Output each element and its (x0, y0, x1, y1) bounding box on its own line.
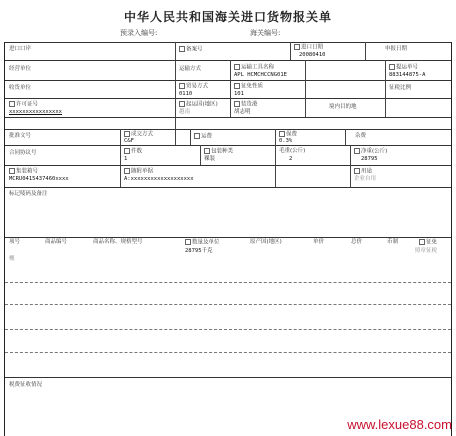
gross-weight-label: 毛重(公斤) (279, 148, 306, 154)
pre-entry-no-label: 预录入编号: (120, 29, 158, 37)
col-unit-price: 单价 (313, 239, 325, 245)
goods-table-header (5, 237, 451, 246)
checkbox-icon (179, 46, 185, 52)
transport-name-value: APL HCMCHCCNG01E (234, 72, 287, 78)
docs-value: A:xxxxxxxxxxxxxxxxxxx (124, 176, 194, 182)
marks-label: 标记唛码及备注 (9, 191, 48, 197)
usage-label: 用途 (354, 168, 372, 176)
goods-item-mark: 概 (9, 256, 15, 262)
trade-mode-label: 贸易方式 (179, 83, 208, 91)
gross-weight-value: 2 (289, 156, 293, 162)
goods-tax-mark: 照章征税 (415, 248, 438, 254)
insurance-label: 保费 (279, 131, 297, 139)
col-currency: 币制 (387, 239, 399, 245)
checkbox-icon (179, 83, 185, 89)
checkbox-icon (185, 239, 191, 245)
checkbox-icon (279, 131, 285, 137)
tax-nature-label: 征免性质 (234, 83, 263, 91)
watermark: www.lexue88.com (347, 417, 452, 432)
import-date-label: 进口日期 (294, 44, 323, 52)
col-quantity: 数量及单位 (185, 239, 220, 247)
origin-country-value: 越南 (179, 109, 191, 115)
import-date-value: 20080410 (299, 52, 326, 58)
pieces-value: 1 (124, 156, 128, 162)
checkbox-icon (294, 44, 300, 50)
customs-declaration-form (4, 42, 452, 436)
loading-port-value: 胡志明 (234, 109, 251, 115)
checkbox-icon (9, 168, 15, 174)
approval-no-label: 批准文号 (9, 133, 32, 139)
checkbox-icon (179, 101, 185, 107)
contract-no-label: 合同协议号 (9, 150, 37, 156)
customs-no-label: 海关编号: (250, 29, 281, 37)
insurance-value: 0.3% (279, 138, 293, 144)
transport-name-label: 运输工具名称 (234, 64, 274, 72)
operator-label: 经营单位 (9, 66, 32, 72)
deal-mode-value: C&F (124, 138, 134, 144)
checkbox-icon (124, 131, 130, 137)
transport-mode-label: 运输方式 (179, 66, 202, 72)
col-origin: 原产国(地区) (250, 239, 282, 245)
license-label: 许可证号 (9, 101, 38, 109)
col-tax: 征免 (419, 239, 437, 247)
package-value: 裸装 (204, 156, 216, 162)
checkbox-icon (234, 101, 240, 107)
checkbox-icon (124, 168, 130, 174)
loading-port-label: 装货港 (234, 101, 258, 109)
docs-label: 随附单据 (124, 168, 153, 176)
checkbox-icon (234, 83, 240, 89)
checkbox-icon (419, 239, 425, 245)
consignee-label: 收货单位 (9, 85, 32, 91)
checkbox-icon (194, 133, 200, 139)
domestic-destination-label: 境内目的地 (329, 104, 357, 110)
origin-country-label: 起运国(地区) (179, 101, 218, 109)
tax-ratio-label: 征税比例 (389, 85, 412, 91)
container-no-label: 集装箱号 (9, 168, 38, 176)
record-no-field[interactable]: 备案号 (179, 46, 203, 54)
goods-quantity-value: 28795千克 (185, 248, 213, 254)
checkbox-icon (354, 148, 360, 154)
deal-mode-label: 成交方式 (124, 131, 153, 139)
checkbox-icon (354, 168, 360, 174)
col-item-no: 项号 (9, 239, 21, 245)
checkbox-icon (9, 101, 15, 107)
license-value: xxxxxxxxxxxxxxxx (9, 109, 62, 115)
bill-no-label: 提运单号 (389, 64, 418, 72)
bill-no-value: 883144875-A (389, 72, 426, 78)
package-label: 包装种类 (204, 148, 233, 156)
tax-nature-value: 101 (234, 91, 244, 97)
misc-fee-label: 杂费 (355, 133, 367, 139)
net-weight-value: 28795 (361, 156, 378, 162)
checkbox-icon (124, 148, 130, 154)
checkbox-icon (234, 64, 240, 70)
trade-mode-value: 0110 (179, 91, 193, 97)
col-goods-code: 商品编号 (45, 239, 68, 245)
import-port-label: 进口口岸 (9, 46, 32, 52)
tax-status-label: 税费征收情况 (9, 382, 43, 388)
form-title: 中华人民共和国海关进口货物报关单 (123, 10, 332, 24)
col-goods-name: 商品名称、规格型号 (93, 239, 143, 245)
freight-field[interactable]: 运费 (194, 133, 212, 141)
checkbox-icon (204, 148, 210, 154)
col-total-price: 总价 (351, 239, 363, 245)
usage-value: 企业自用 (354, 176, 377, 182)
checkbox-icon (389, 64, 395, 70)
container-no-value: MCRU0415437460xxxx (9, 176, 69, 182)
net-weight-label: 净重(公斤) (354, 148, 387, 156)
declare-date-label: 申报日期 (385, 46, 408, 52)
pieces-label: 件数 (124, 148, 142, 156)
